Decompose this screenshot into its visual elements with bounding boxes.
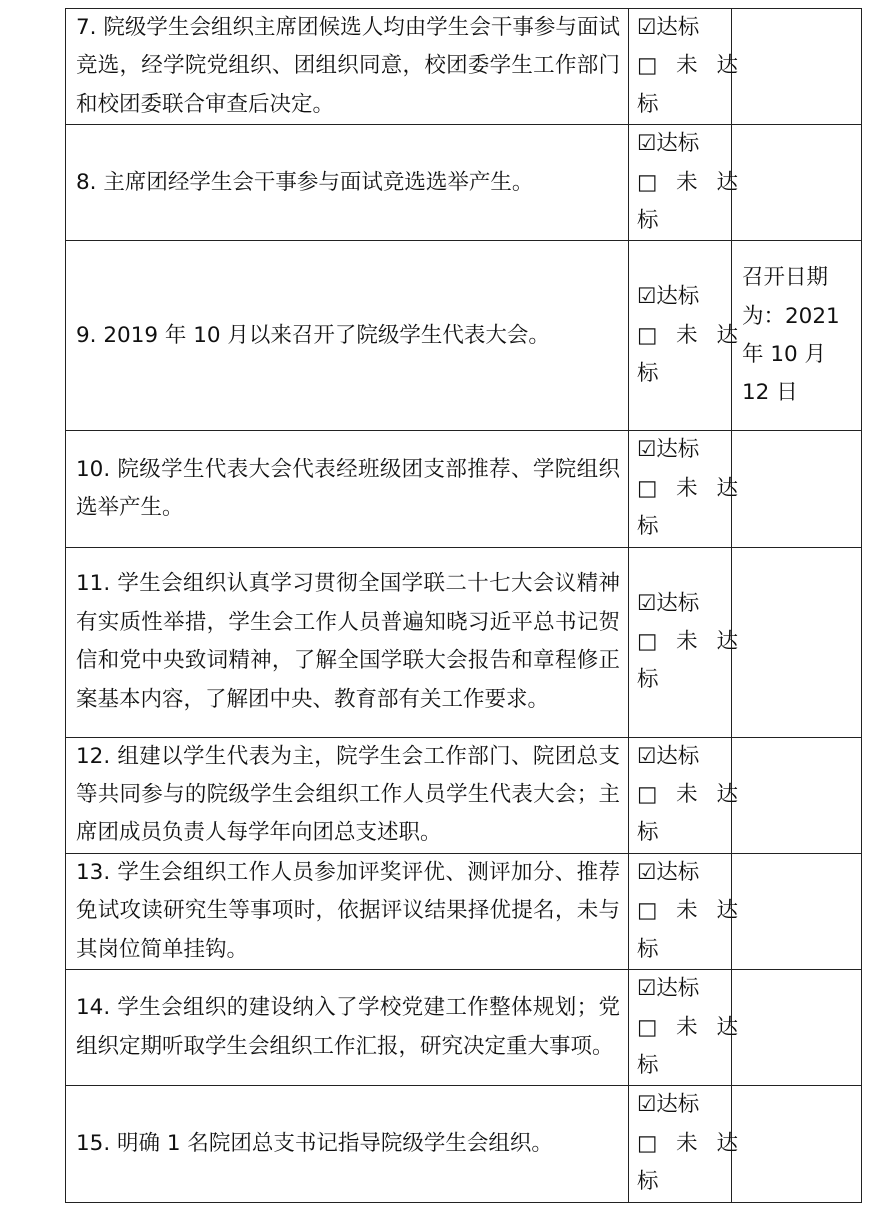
status-met: ☑达标 xyxy=(637,743,700,769)
meeting-date-note: 召开日期为：2021 年 10 月 12 日 xyxy=(732,241,862,431)
status-unmet-tail: 标 xyxy=(637,667,659,693)
status-cell xyxy=(629,547,744,737)
status-unmet: □ 未 达 xyxy=(637,53,744,79)
note-cell xyxy=(732,853,862,969)
status-cell xyxy=(629,241,744,431)
criterion-text: 13. 学生会组织工作人员参加评奖评优、测评加分、推荐免试攻读研究生等事项时，依据评议结果择优提名，未与其岗位简单挂钩。 xyxy=(66,853,629,969)
criterion-text: 8. 主席团经学生会干事参与面试竞选选举产生。 xyxy=(66,125,629,241)
status-cell xyxy=(629,431,744,547)
status-cell xyxy=(629,737,744,853)
status-unmet-tail: 标 xyxy=(637,361,659,387)
table-row xyxy=(66,547,862,737)
status-cell xyxy=(629,125,744,241)
status-met: ☑达标 xyxy=(637,1092,700,1118)
table-row xyxy=(66,970,862,1086)
status-unmet-tail: 标 xyxy=(637,936,659,962)
status-unmet: □ 未 达 xyxy=(637,322,744,348)
table-row xyxy=(66,241,862,431)
status-met: ☑达标 xyxy=(637,859,700,885)
criterion-text: 11. 学生会组织认真学习贯彻全国学联二十七大会议精神有实质性举措，学生会工作人员普遍知晓习近平总书记贺信和党中央致词精神，了解全国学联大会报告和章程修正案基本内容，了解团中央、教育部有关工作要求。 xyxy=(66,547,629,737)
status-met: ☑达标 xyxy=(637,590,700,616)
table-row xyxy=(66,431,862,547)
note-cell xyxy=(732,1086,862,1202)
status-unmet-tail: 标 xyxy=(637,1052,659,1078)
criterion-text: 14. 学生会组织的建设纳入了学校党建工作整体规划；党组织定期听取学生会组织工作汇报，研究决定重大事项。 xyxy=(66,970,629,1086)
status-cell xyxy=(629,970,744,1086)
note-cell xyxy=(732,970,862,1086)
status-met: ☑达标 xyxy=(637,15,700,40)
criterion-text: 9. 2019 年 10 月以来召开了院级学生代表大会。 xyxy=(66,241,629,431)
table-row xyxy=(66,1086,862,1202)
status-cell xyxy=(629,1086,744,1202)
table-row xyxy=(66,125,862,241)
status-unmet-tail: 标 xyxy=(637,1169,659,1195)
criterion-text: 7. 院级学生会组织主席团候选人均由学生会干事参与面试竞选，经学院党组织、团组织同意，校团委学生工作部门和校团委联合审查后决定。 xyxy=(66,9,629,125)
table-row xyxy=(66,853,862,969)
status-cell xyxy=(629,853,744,969)
table-row xyxy=(66,737,862,853)
criterion-text: 10. 院级学生代表大会代表经班级团支部推荐、学院组织选举产生。 xyxy=(66,431,629,547)
status-met: ☑达标 xyxy=(637,284,700,310)
status-unmet: □ 未 达 xyxy=(637,1014,744,1040)
status-met: ☑达标 xyxy=(637,437,700,463)
table-row xyxy=(66,9,862,125)
note-cell xyxy=(732,737,862,853)
status-unmet-tail: 标 xyxy=(637,820,659,846)
note-cell xyxy=(732,547,862,737)
criteria-table xyxy=(65,8,862,1203)
status-unmet: □ 未 达 xyxy=(637,898,744,924)
status-cell xyxy=(629,9,744,125)
status-unmet-tail: 标 xyxy=(637,91,659,117)
status-unmet: □ 未 达 xyxy=(637,782,744,808)
status-unmet: □ 未 达 xyxy=(637,1130,744,1156)
status-unmet: □ 未 达 xyxy=(637,628,744,654)
note-cell xyxy=(732,431,862,547)
status-unmet: □ 未 达 xyxy=(637,475,744,501)
status-unmet: □ 未 达 xyxy=(637,169,744,195)
criterion-text: 15. 明确 1 名院团总支书记指导院级学生会组织。 xyxy=(66,1086,629,1202)
note-cell xyxy=(732,125,862,241)
status-met: ☑达标 xyxy=(637,131,700,157)
status-unmet-tail: 标 xyxy=(637,208,659,234)
criterion-text: 12. 组建以学生代表为主，院学生会工作部门、院团总支等共同参与的院级学生会组织工作人员学生代表大会；主席团成员负责人每学年向团总支述职。 xyxy=(66,737,629,853)
note-cell xyxy=(732,9,862,125)
status-unmet-tail: 标 xyxy=(637,514,659,540)
status-met: ☑达标 xyxy=(637,976,700,1002)
